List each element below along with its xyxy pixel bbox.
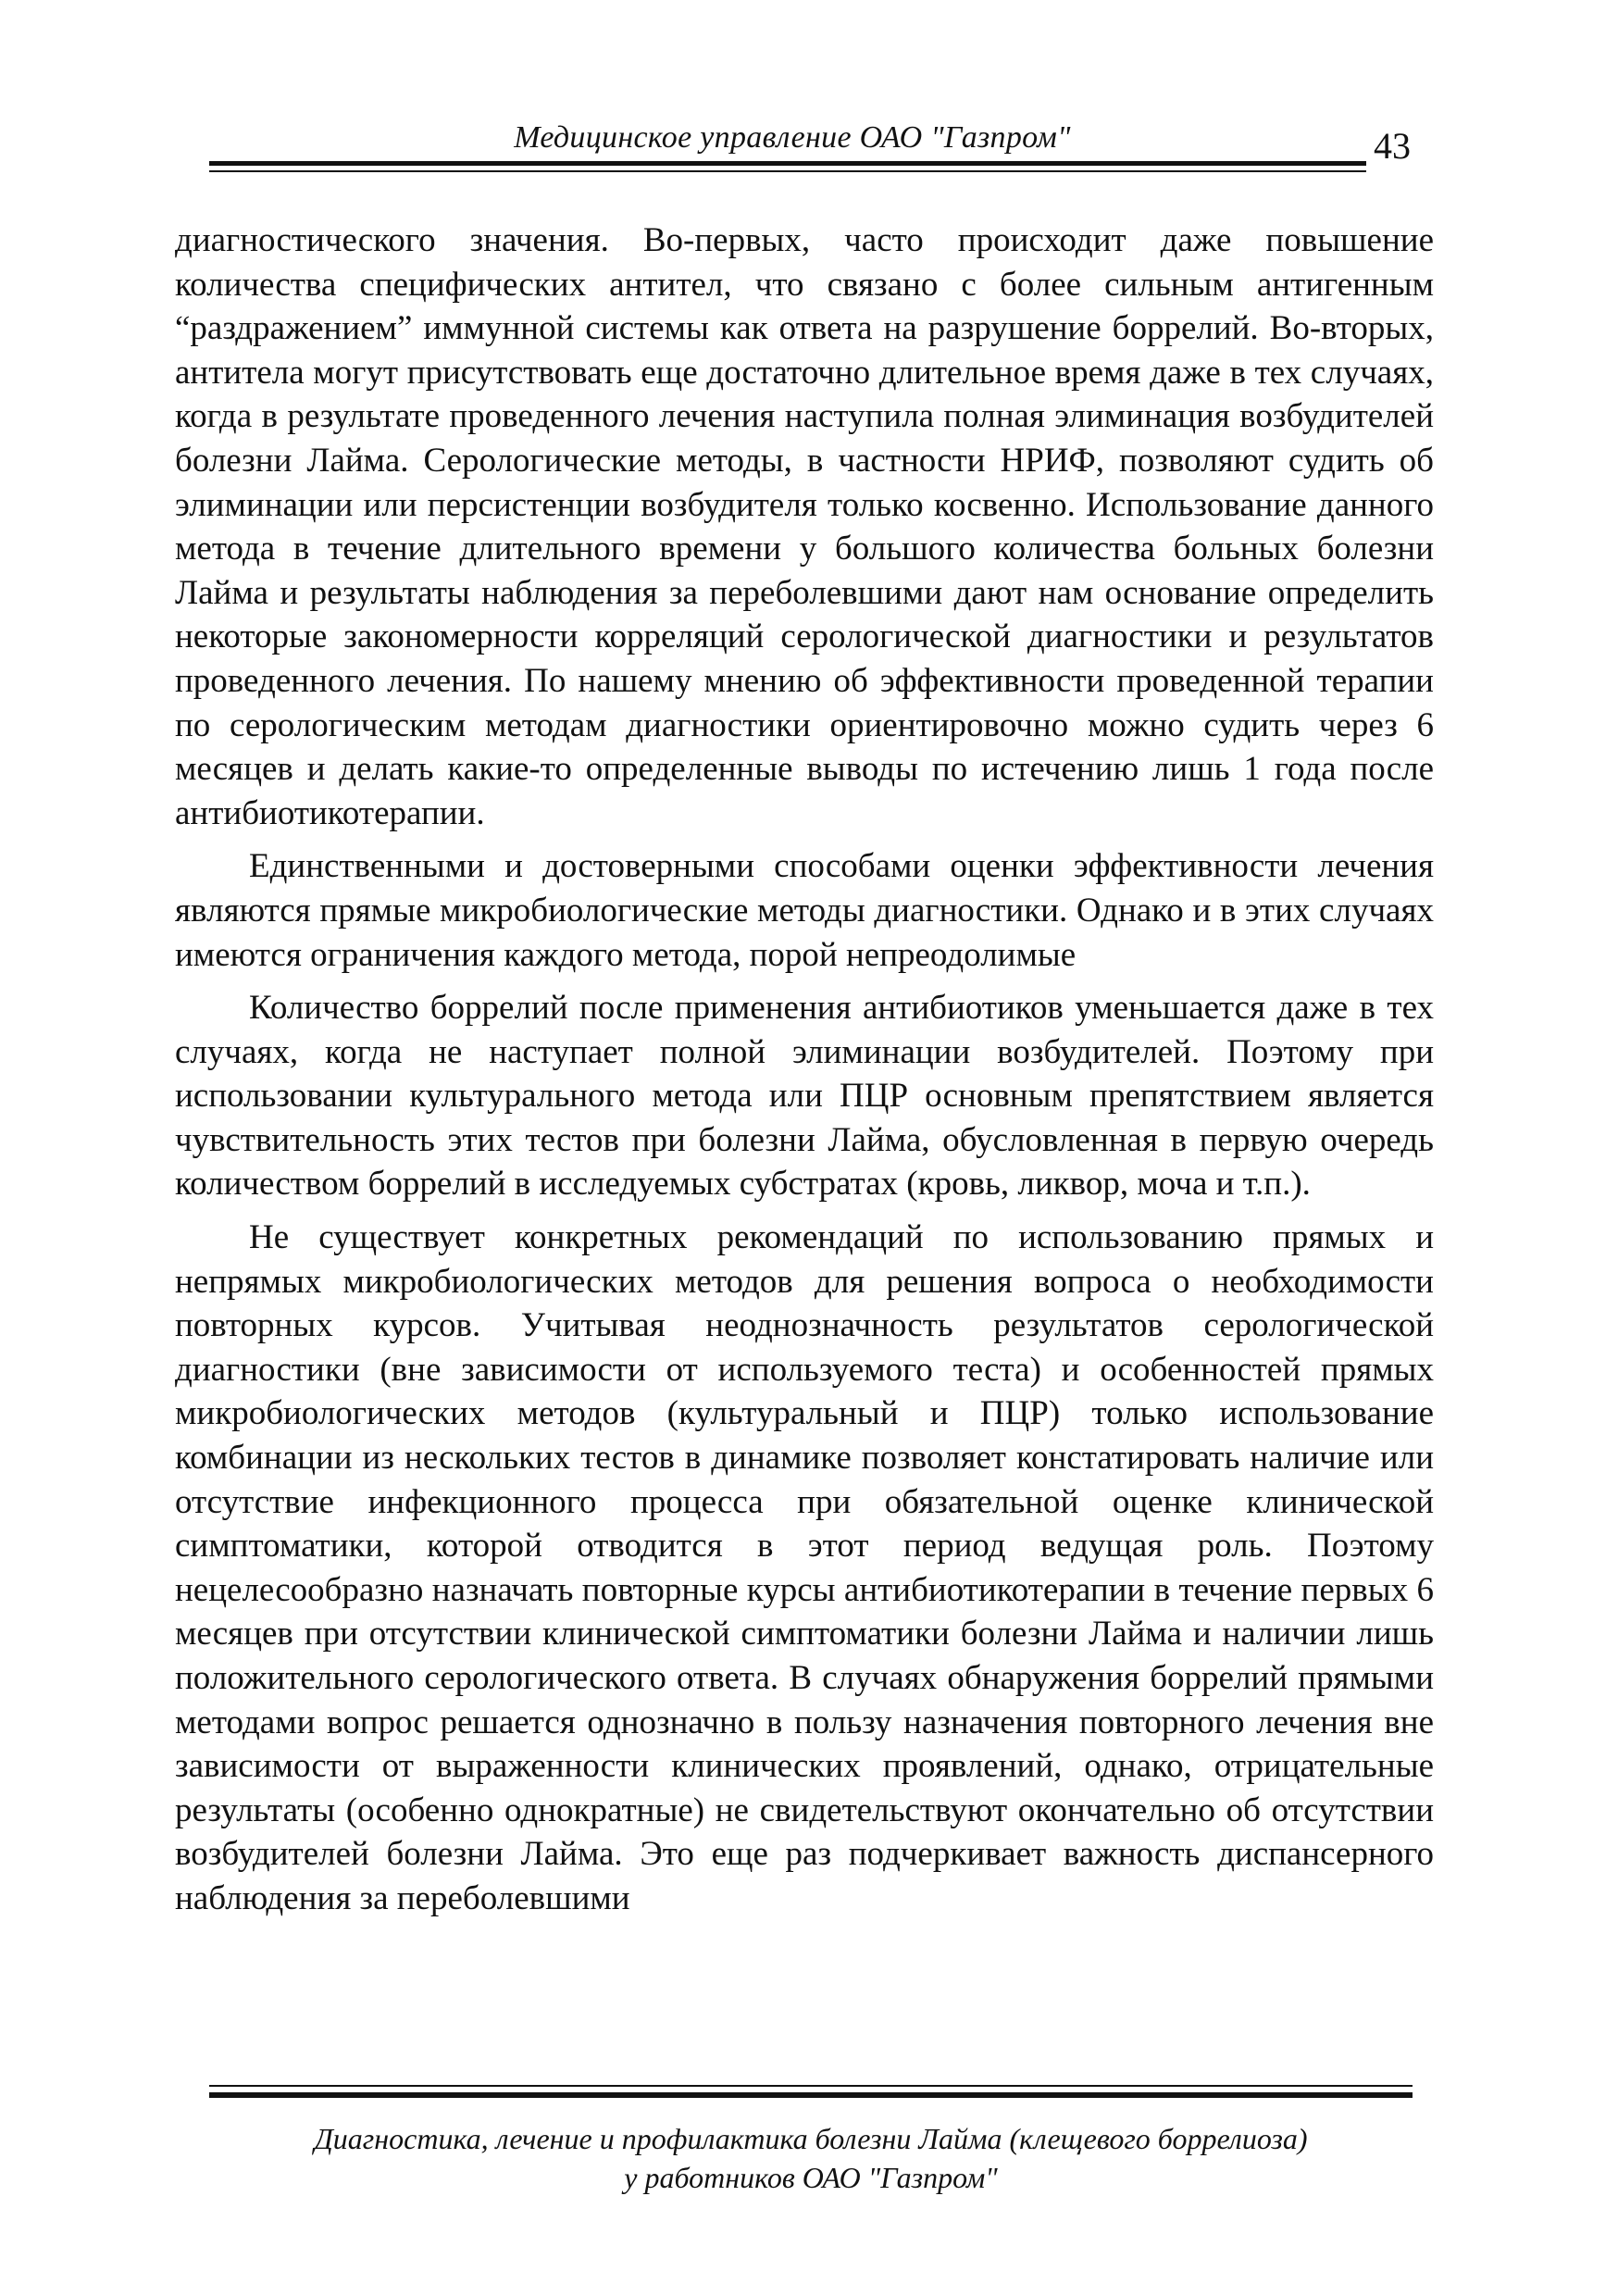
page-header [209, 109, 1468, 183]
footer-title-line-1: Диагностика, лечение и профилактика болезни Лайма (клещевого боррелиоза) [314, 2122, 1308, 2155]
footer-title-line-2: у работников ОАО "Газпром" [624, 2161, 998, 2194]
paragraph: Не существует конкретных рекомендаций по использованию прямых и непрямых микробиологических методов для решения вопроса о необходимости повторных курсов. Учитывая неоднозначность результатов серологической диагностики (вне зависимости от используемого теста) и особенностей прямых микробиологических методов (культуральный и ПЦР) только использование комбинации из нескольких тестов в динамике позволяет констатировать наличие или отсутствие инфекционного процесса при обязательной оценке клинической симптоматики, которой отводится в этот период ведущая роль. Поэтому нецелесообразно назначать повторные курсы антибиотикотерапии в течение первых 6 месяцев при отсутствии клинической симптоматики болезни Лайма и наличии лишь положительного серологического ответа. В случаях обнаружения боррелий прямыми методами вопрос решается однозначно в пользу назначения повторного лечения вне зависимости от выраженности клинических проявлений, однако, отрицательные результаты (особенно однократные) не свидетельствуют окончательно об отсутствии возбудителей болезни Лайма. Это еще раз подчеркивает важность диспансерного наблюдения за переболевшими [175, 1218, 1434, 1917]
footer-rule-thin [209, 2085, 1413, 2087]
header-rule-thick [209, 161, 1366, 166]
paragraph: Единственными и достоверными способами оценки эффективности лечения являются прямые микробиологические методы диагностики. Однако и в этих случаях имеются ограничения каждого метода, порой непреодолимые [175, 847, 1434, 974]
header-rule-thin [209, 170, 1366, 172]
running-header-title: Медицинское управление ОАО "Газпром" [514, 120, 1071, 155]
body-text [175, 218, 1434, 1930]
footer-rule-thick [209, 2092, 1413, 2098]
page-footer [209, 2085, 1413, 2215]
paragraph-continued: диагностического значения. Во-первых, часто происходит даже повышение количества специфических антител, что связано с более сильным антигенным “раздражением” иммунной системы как ответа на разрушение боррелий. Во-вторых, антитела могут присутствовать еще достаточно длительное время даже в тех случаях, когда в результате проведенного лечения наступила полная элиминация возбудителей болезни Лайма. Серологические методы, в частности НРИФ, позволяют судить об элиминации или персистенции возбудителя только косвенно. Использование данного метода в течение длительного времени у большого количества больных болезни Лайма и результаты наблюдения за переболевшими дают нам основание определить некоторые закономерности корреляций серологической диагностики и результатов проведенного лечения. По нашему мнению об эффективности проведенной терапии по серологическим методам диагностики ориентировочно можно судить через 6 месяцев и делать какие-то определенные выводы по истечению лишь 1 года после антибиотикотерапии. [175, 221, 1434, 832]
paragraph: Количество боррелий после применения антибиотиков уменьшается даже в тех случаях, когда не наступает полной элиминации возбудителей. Поэтому при использовании культурального метода или ПЦР основным препятствием является чувствительность этих тестов при болезни Лайма, обусловленная в первую очередь количеством боррелий в исследуемых субстратах (кровь, ликвор, моча и т.п.). [175, 989, 1434, 1204]
page-number: 43 [1374, 125, 1411, 167]
